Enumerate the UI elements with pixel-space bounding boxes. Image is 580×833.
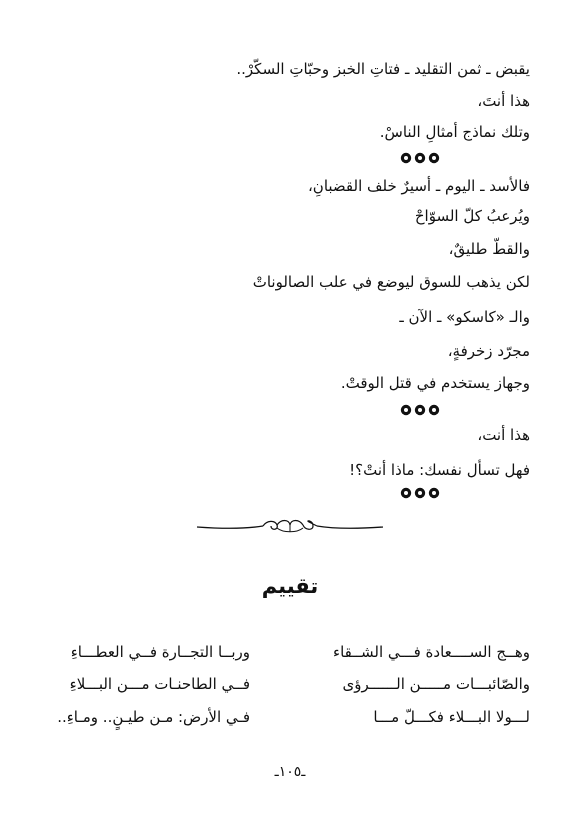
poem-line: يقبض ـ ثمن التقليد ـ فتاتِ الخبز وحبّاتِ السكّرْ..: [236, 60, 530, 78]
poem-line: هذا أنتَ،: [477, 92, 530, 110]
poem-line: وتلك نماذج أمثالِ الناسْ.: [379, 123, 530, 141]
poem-line: لكن يذهب للسوق ليوضع في علب الصالوناتْ: [252, 273, 530, 291]
poem-line: فهل تسأل نفسك: ماذا أنتْ؟!: [349, 461, 530, 479]
flower-icon: [428, 152, 440, 164]
verse-first-hemistich: وهــج الســــعادة فـــي الشــقاء: [333, 643, 530, 661]
section-heading: تقييم: [261, 574, 319, 598]
verse-second-hemistich: فـي الأرض: مـن طيـنٍ.. ومـاءِ..: [57, 708, 250, 726]
poem-line: والقطّ طليقٌ،: [448, 240, 530, 258]
flower-icon: [400, 404, 412, 416]
stanza-separator: [400, 487, 440, 499]
poem-line: فالأسد ـ اليوم ـ أسيرٌ خلف القضبانِ،: [307, 177, 530, 195]
flower-icon: [400, 152, 412, 164]
verse-second-hemistich: وربــا التجــارة فــي العطـــاءِ: [70, 643, 250, 661]
flower-icon: [400, 487, 412, 499]
flower-icon: [414, 487, 426, 499]
stanza-separator: [400, 152, 440, 164]
poem-line: والـ «كاسكو» ـ الآن ـ: [399, 308, 530, 326]
verse-first-hemistich: والصّائبـــات مـــــن الــــــرؤى: [342, 675, 530, 693]
flower-icon: [428, 404, 440, 416]
poem-line: وجهاز يستخدم في قتل الوقتْ.: [340, 374, 530, 392]
page-number: ـ١٠٥ـ: [274, 764, 306, 780]
flower-icon: [414, 404, 426, 416]
verse-first-hemistich: لـــولا البـــلاء فكـــلّ مـــا: [373, 708, 530, 726]
verse-second-hemistich: فــي الطاحنـات مـــن البـــلاءِ: [69, 675, 250, 693]
stanza-separator: [400, 404, 440, 416]
poem-line: ويُرعبُ كلّ السوّاحْ: [414, 207, 530, 225]
flower-icon: [414, 152, 426, 164]
poem-line: مجرّد زخرفةٍ،: [447, 342, 530, 360]
flower-icon: [428, 487, 440, 499]
poem-line: هذا أنت،: [477, 426, 530, 444]
ornament-divider-icon: [195, 516, 385, 536]
